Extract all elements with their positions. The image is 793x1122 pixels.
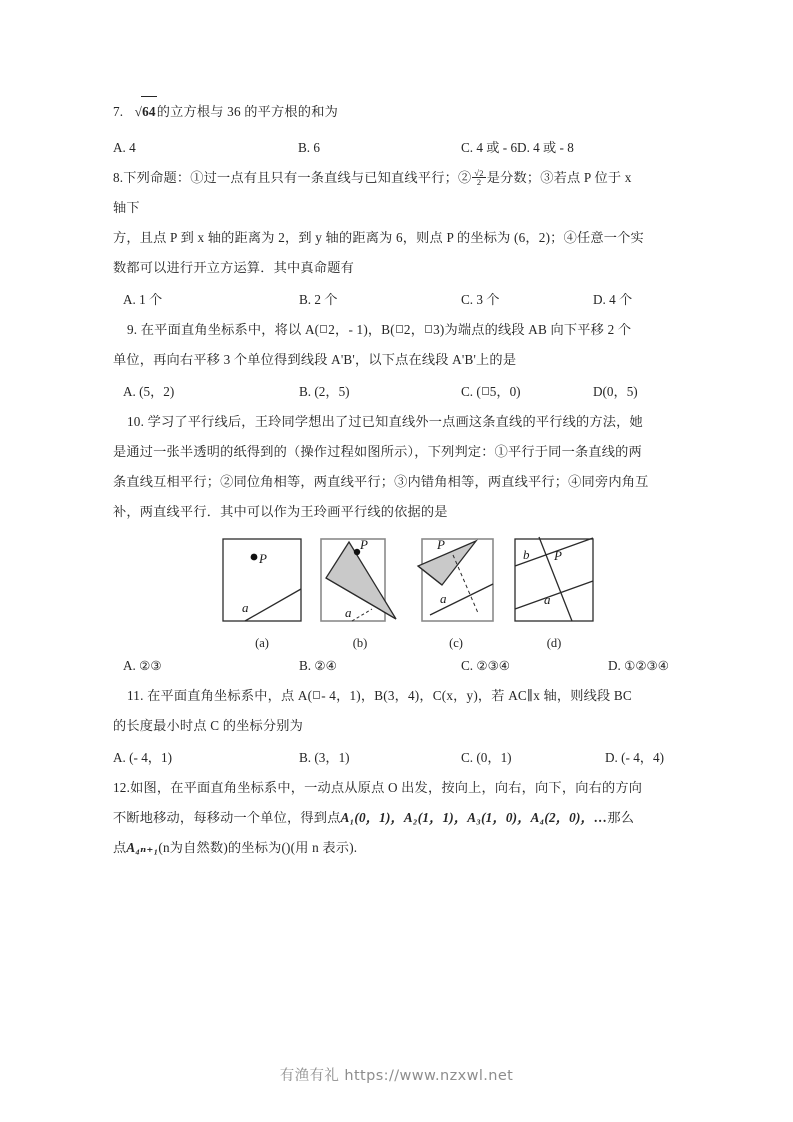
question-11 <box>113 681 683 773</box>
q11-option-a[interactable]: A. (‑ 4，1) <box>113 750 172 765</box>
q8-line-4: 数都可以进行开立方运算．其中真命题有 <box>113 260 354 275</box>
figure-d-caption: (d) <box>546 636 562 650</box>
figure-a <box>214 533 310 651</box>
q7-options <box>113 133 683 163</box>
q9-line-2: 单位，再向右平移 3 个单位得到线段 A'B'，以下点在线段 A'B'上的是 <box>113 352 517 367</box>
q10-option-b[interactable]: B. ②④ <box>299 658 337 673</box>
q7-stem-text: 的立方根与 36 的平方根的和为 <box>156 104 338 119</box>
q10-text-1: 学习了平行线后，王玲同学想出了过已知直线外一点画这条直线的平行线的方法，她 <box>147 414 643 429</box>
q11-options <box>113 743 683 773</box>
q7-stem <box>113 96 683 127</box>
watermark-url: https://www.nzxwl.net <box>344 1068 514 1084</box>
question-7 <box>113 96 683 163</box>
q12-line-2 <box>113 803 683 833</box>
q9-line-1 <box>113 315 683 345</box>
question-9 <box>113 315 683 407</box>
q7-option-a[interactable]: A. 4 <box>113 140 136 155</box>
svg-text:b: b <box>523 547 530 562</box>
missing-glyph-box <box>482 387 489 395</box>
svg-text:P: P <box>554 548 562 563</box>
q9-text-4: 3)为端点的线段 AB 向下平移 2 个 <box>433 322 632 337</box>
figure-a-caption: (a) <box>255 636 269 650</box>
svg-text:a: a <box>242 600 249 615</box>
q9-option-b[interactable]: B. (2，5) <box>299 384 350 399</box>
q11-number: 11. <box>127 688 144 703</box>
figure-d <box>506 533 602 651</box>
q12-text-4: 点 <box>113 840 127 855</box>
svg-text:P: P <box>259 551 267 566</box>
q8-number: 8. <box>113 170 124 185</box>
q8-line-2: 轴下 <box>113 200 140 215</box>
svg-text:a: a <box>345 605 352 620</box>
missing-glyph-box <box>396 325 403 333</box>
question-12 <box>113 773 683 863</box>
q10-figure-row <box>113 533 683 651</box>
q8-option-b[interactable]: B. 2 个 <box>299 292 338 307</box>
q11-option-d[interactable]: D. (‑ 4，4) <box>605 750 664 765</box>
q8-line-3: 方，且点 P 到 x 轴的距离为 2，到 y 轴的距离为 6，则点 P 的坐标为 (6，2)；④任意一个实 <box>113 230 644 245</box>
q10-line-1 <box>113 407 683 437</box>
q10-option-d[interactable]: D. ①②③④ <box>608 658 669 673</box>
sqrt-64 <box>134 96 157 127</box>
q7-number: 7. <box>113 104 124 119</box>
page-content <box>113 96 683 863</box>
fraction-numerator: √2 <box>474 167 484 178</box>
q10-line-3: 条直线互相平行；②同位角相等，两直线平行；③内错角相等，两直线平行；④同旁内角互 <box>113 474 649 489</box>
q8-options <box>113 285 683 315</box>
figure-b-caption: (b) <box>352 636 368 650</box>
q12-number: 12. <box>113 780 131 795</box>
q10-line-2: 是通过一张半透明的纸得到的（操作过程如图所示），下列判定：①平行于同一条直线的两 <box>113 444 642 459</box>
q12-text-2: 不断地移动，每移动一个单位，得到点 <box>113 810 341 825</box>
q9-option-c[interactable]: C. ( 5，0) <box>461 384 521 399</box>
watermark-brand: 有渔有礼 <box>279 1068 340 1084</box>
q9-option-d[interactable]: D(0，5) <box>593 384 638 399</box>
q8-option-d[interactable]: D. 4 个 <box>593 292 633 307</box>
q7-option-cd[interactable]: C. 4 或 - 6D. 4 或 - 8 <box>461 140 574 155</box>
q7-option-b[interactable]: B. 6 <box>298 140 320 155</box>
q10-number: 10. <box>127 414 145 429</box>
missing-glyph-box <box>320 325 327 333</box>
q9-options <box>113 377 683 407</box>
svg-text:a: a <box>440 591 447 606</box>
q8-option-a[interactable]: A. 1 个 <box>123 292 163 307</box>
q12-line-1 <box>113 773 683 803</box>
q11-option-b[interactable]: B. (3，1) <box>299 750 350 765</box>
q10-options <box>113 651 683 681</box>
q11-line-2: 的长度最小时点 C 的坐标分别为 <box>113 718 304 733</box>
q10-option-c[interactable]: C. ②③④ <box>461 658 511 673</box>
figure-b <box>312 533 408 651</box>
q12-point-general: A₄ₙ₊₁ <box>126 840 159 855</box>
svg-text:a: a <box>544 592 551 607</box>
q9-number: 9. <box>127 322 138 337</box>
q12-line-3 <box>113 833 683 863</box>
fraction-denominator: 2 <box>476 177 482 188</box>
question-8 <box>113 163 683 315</box>
q12-points-sequence: A₁(0，1)，A₂(1，1)，A₃(1，0)，A₄(2，0)，… <box>340 810 608 825</box>
radicand: 64 <box>141 96 157 127</box>
q10-line-4: 补，两直线平行．其中可以作为王玲画平行线的依据的是 <box>113 504 448 519</box>
q9-text-2: 2，‑ 1)，B( <box>328 322 395 337</box>
missing-glyph-box <box>313 691 320 699</box>
fraction-sqrt2-over-2 <box>472 169 485 188</box>
q11-text-2: - 4，1)，B(3，4)，C(x，y)，若 AC∥x 轴，则线段 BC <box>321 688 632 703</box>
q12-text-3: 那么 <box>607 810 635 825</box>
q10-option-a[interactable]: A. ②③ <box>123 658 162 673</box>
question-10 <box>113 407 683 681</box>
q8-option-c[interactable]: C. 3 个 <box>461 292 500 307</box>
q11-text-1: 在平面直角坐标系中，点 A( <box>147 688 313 703</box>
q8-line-1 <box>113 163 683 193</box>
q8-text-1: 下列命题：①过一点有且只有一条直线与已知直线平行；② <box>123 170 472 185</box>
svg-text:P: P <box>360 537 368 552</box>
q12-text-5: (n为自然数)的坐标为()(用 n 表示). <box>158 840 358 855</box>
radical-symbol: √ <box>134 104 143 119</box>
q9-text-3: 2， <box>403 322 425 337</box>
figure-c <box>408 533 504 651</box>
q9-text-1: 在平面直角坐标系中，将以 A( <box>140 322 320 337</box>
figure-c-caption: (c) <box>449 636 463 650</box>
q11-line-1 <box>113 681 683 711</box>
q12-text-1: 如图，在平面直角坐标系中，一动点从原点 O 出发，按向上，向右，向下，向右的方向 <box>130 780 643 795</box>
missing-glyph-box <box>425 325 432 333</box>
svg-text:P: P <box>437 537 445 552</box>
q8-text-2: 是分数；③若点 P 位于 x <box>486 170 632 185</box>
q11-option-c[interactable]: C. (0，1) <box>461 750 512 765</box>
q9-option-a[interactable]: A. (5，2) <box>123 384 175 399</box>
footer-watermark <box>0 1064 793 1085</box>
